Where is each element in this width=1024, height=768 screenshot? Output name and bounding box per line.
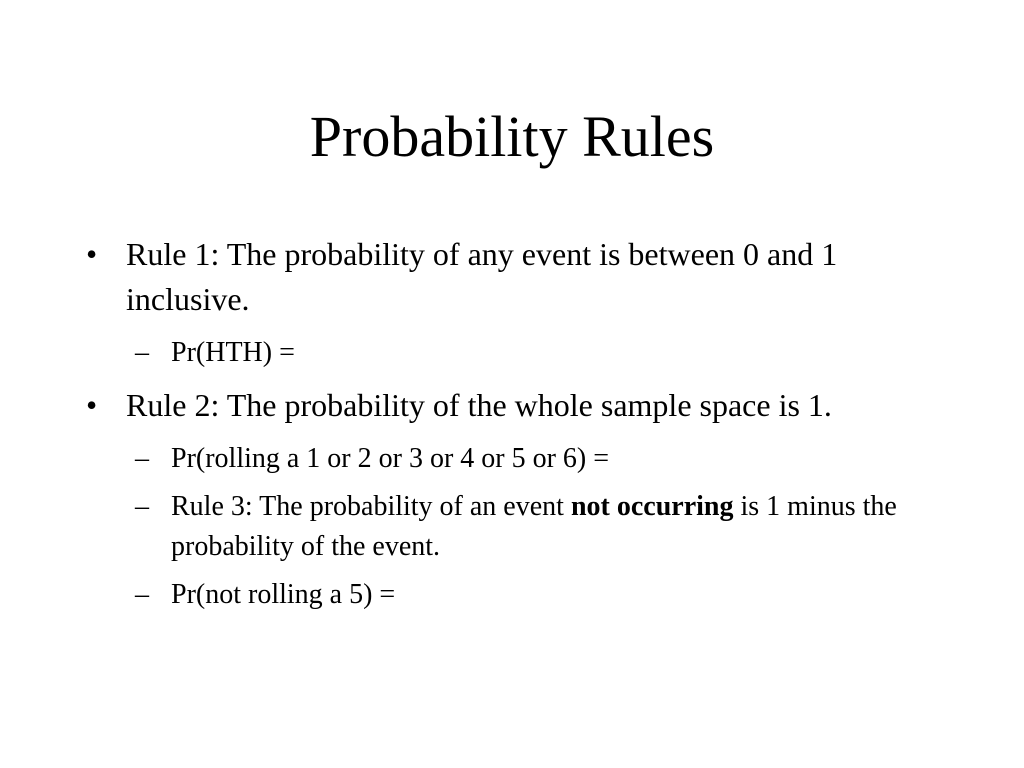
bullet-rule-1 (86, 232, 946, 322)
sub-item-text: Pr(HTH) = (171, 337, 295, 368)
sub-list-rule-2 (86, 439, 946, 615)
sub-marker: – (135, 579, 149, 610)
bullet-marker: • (86, 236, 98, 272)
sub-item-pr-hth (135, 333, 946, 373)
sub-marker: – (135, 443, 149, 474)
bullet-marker: • (86, 387, 98, 423)
sub-item-text: Pr(rolling a 1 or 2 or 3 or 4 or 5 or 6) = (171, 443, 610, 474)
sub-item-text-before: Rule 3: The probability of an event (171, 491, 571, 522)
sub-item-text-bold: not occurring (570, 491, 734, 522)
bullet-rule-2 (86, 383, 946, 428)
bullet-text: Rule 2: The probability of the whole sample space is 1. (126, 387, 832, 423)
sub-item-rule-3 (135, 487, 946, 567)
sub-marker: – (135, 337, 149, 368)
sub-marker: – (135, 491, 149, 522)
sub-item-pr-not-rolling (135, 575, 946, 615)
sub-item-text: Pr(not rolling a 5) = (171, 579, 396, 610)
slide-body (86, 232, 946, 625)
slide-title: Probability Rules (309, 104, 715, 169)
sub-item-pr-rolling (135, 439, 946, 479)
sub-item-text-after: is 1 minus the probability of the event. (171, 491, 897, 562)
bullet-text: Rule 1: The probability of any event is between 0 and 1 inclusive. (126, 236, 838, 317)
sub-list-rule-1 (86, 333, 946, 373)
